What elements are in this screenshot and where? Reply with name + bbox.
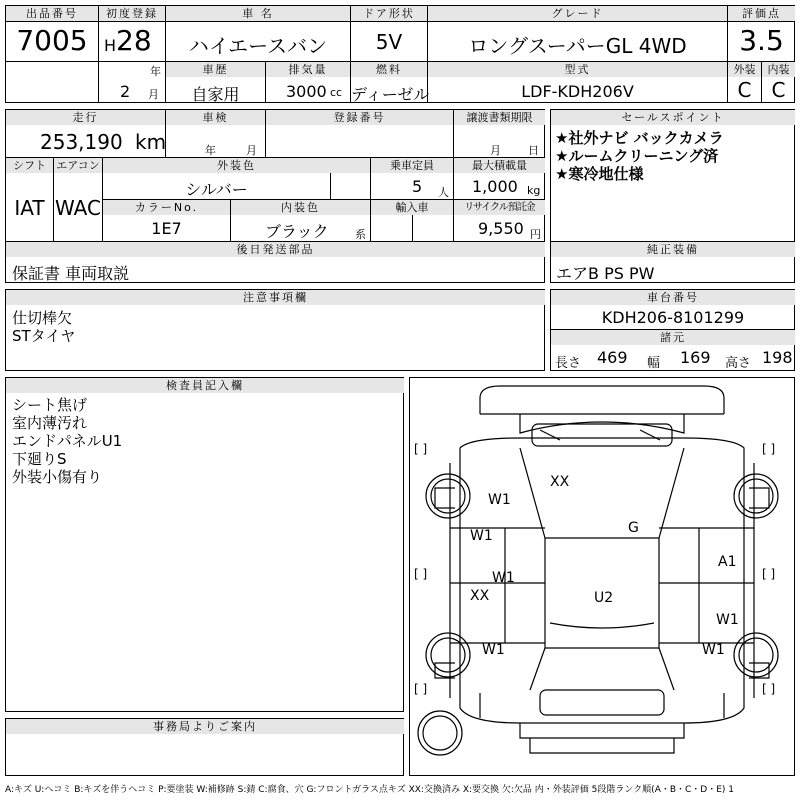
legend: A:キズ U:ヘコミ B:キズを伴うヘコミ P:要塗装 W:補修跡 S:錆 C:腐食、穴 G:フロントガラス点キズ XX:交換済み X:要交換 欠:欠品 内・外装評価 5段階ランク順(A・B・C・D・E) 1 (5, 785, 735, 795)
fuel-label: 燃料 (351, 62, 427, 77)
name-label: 車 名 (166, 6, 350, 21)
selling-points-label: セールスポイント (551, 110, 795, 125)
diagram-bracket: [ ] (762, 442, 776, 456)
inspection-month-unit: 月 (246, 144, 257, 157)
inspector-line: 室内薄汚れ (12, 414, 88, 432)
inspector-list (12, 396, 122, 486)
colorno-label: カラーNo. (103, 200, 230, 215)
equipment-label: 純正装備 (551, 242, 795, 257)
ac-label: エアコン (54, 158, 102, 173)
interior-color: ブラック (265, 222, 329, 241)
length: 469 (597, 348, 628, 367)
notes-list (12, 309, 75, 345)
door-label: ドア形状 (351, 6, 427, 21)
year-unit: 年 (150, 65, 161, 78)
mileage: 253,190 (40, 130, 123, 154)
note-line: 仕切棒欠 (12, 309, 73, 327)
equipment: エアB PS PW (556, 264, 655, 283)
inspector-line: 下廻りS (12, 450, 67, 468)
vehicle-diagram (409, 377, 795, 776)
recycle-unit: 円 (530, 228, 541, 241)
exterior-color: シルバー (185, 180, 248, 199)
selling-point: ★社外ナビ バックカメラ (555, 129, 724, 147)
inspection-label: 車検 (166, 110, 265, 125)
recycle-label: リサイクル預託金 (454, 200, 545, 215)
grade: ロングスーパーGL 4WD (468, 34, 687, 58)
model-label: 型式 (428, 62, 727, 77)
aircon: WAC (55, 196, 101, 220)
score: 3.5 (739, 24, 784, 57)
capacity-unit: 人 (438, 186, 449, 199)
chassis-label: 車台番号 (551, 290, 795, 305)
recycle-fee: 9,550 (478, 219, 524, 238)
interior-grade: C (771, 78, 786, 102)
door-type: 5V (375, 30, 403, 54)
inspector-label: 検査員記入欄 (6, 378, 404, 393)
later-parts-label: 後日発送部品 (6, 242, 545, 257)
damage-mark: G (628, 520, 639, 536)
diagram-bracket: [ ] (414, 682, 428, 696)
shift-label: シフト (6, 158, 53, 173)
selling-points-list (555, 129, 724, 183)
max-load: 1,000 (472, 177, 518, 196)
damage-mark: U2 (594, 590, 614, 606)
history-label: 車歴 (166, 62, 265, 77)
diagram-bracket: [ ] (414, 567, 428, 581)
damage-mark: W1 (702, 642, 725, 658)
damage-mark: A1 (718, 554, 737, 570)
lot-label: 出品番号 (6, 6, 98, 21)
interior-color-label: 内装色 (231, 200, 370, 215)
damage-mark: W1 (482, 642, 505, 658)
grade-label: グレード (428, 6, 727, 21)
office-label: 事務局よりご案内 (6, 719, 404, 734)
damage-mark: W1 (716, 612, 739, 628)
damage-mark: W1 (470, 528, 493, 544)
inspection-year-unit: 年 (205, 144, 216, 157)
later-parts: 保証書 車両取説 (12, 264, 130, 283)
fuel: ディーゼル (351, 85, 430, 104)
notes-label: 注意事項欄 (6, 290, 545, 305)
interior-label: 内装 (762, 62, 795, 77)
car-name: ハイエースバン (188, 34, 328, 58)
damage-mark: XX (550, 474, 570, 490)
mileage-label: 走行 (6, 110, 165, 125)
reg-year: 28 (116, 24, 152, 57)
capacity: 5 (412, 177, 423, 196)
color-number: 1E7 (151, 219, 182, 238)
mileage-unit: km (135, 130, 167, 154)
height: 198 (762, 348, 793, 367)
inspector-line: シート焦げ (12, 396, 88, 414)
note-line: STタイヤ (12, 327, 76, 345)
inspector-line: エンドパネルU1 (12, 432, 123, 450)
score-label: 評価点 (728, 6, 795, 21)
chassis-number: KDH206-8101299 (601, 308, 745, 327)
interior-color-unit: 系 (355, 228, 366, 241)
selling-point: ★寒冷地仕様 (555, 165, 644, 183)
damage-mark: XX (470, 588, 490, 604)
displacement-label: 排気量 (266, 62, 350, 77)
transfer-day-unit: 日 (528, 144, 539, 157)
diagram-bracket: [ ] (762, 567, 776, 581)
load-unit: kg (527, 184, 541, 197)
transfer-month-unit: 月 (490, 144, 501, 157)
model-code: LDF-KDH206V (521, 82, 634, 101)
vehicle-diagram-svg (410, 378, 794, 775)
diagram-bracket: [ ] (762, 682, 776, 696)
regno-label: 登録番号 (266, 110, 453, 125)
length-label: 長さ (555, 356, 582, 371)
displacement-unit: cc (330, 86, 343, 99)
lot-number: 7005 (16, 24, 88, 57)
transfer-label: 譲渡書類期限 (454, 110, 545, 125)
damage-mark: W1 (492, 570, 515, 586)
history: 自家用 (191, 85, 240, 104)
spec-label: 諸元 (551, 330, 795, 345)
reg-month: 2 (120, 82, 131, 101)
exterior-grade: C (737, 78, 752, 102)
inspector-line: 外装小傷有り (12, 468, 103, 486)
reg-label: 初度登録 (99, 6, 165, 21)
reg-era: H (104, 36, 117, 55)
import-label: 輸入車 (371, 200, 453, 215)
month-unit: 月 (148, 88, 159, 101)
selling-point: ★ルームクリーニング済 (555, 147, 719, 165)
width: 169 (680, 348, 711, 367)
diagram-bracket: [ ] (414, 442, 428, 456)
shift: IAT (14, 196, 45, 220)
displacement: 3000 (286, 82, 327, 101)
load-label: 最大積載量 (454, 158, 545, 173)
capacity-label: 乗車定員 (371, 158, 453, 173)
color-label: 外装色 (103, 158, 370, 173)
height-label: 高さ (725, 356, 752, 371)
exterior-label: 外装 (728, 62, 761, 77)
width-label: 幅 (647, 356, 661, 371)
damage-mark: W1 (488, 492, 511, 508)
